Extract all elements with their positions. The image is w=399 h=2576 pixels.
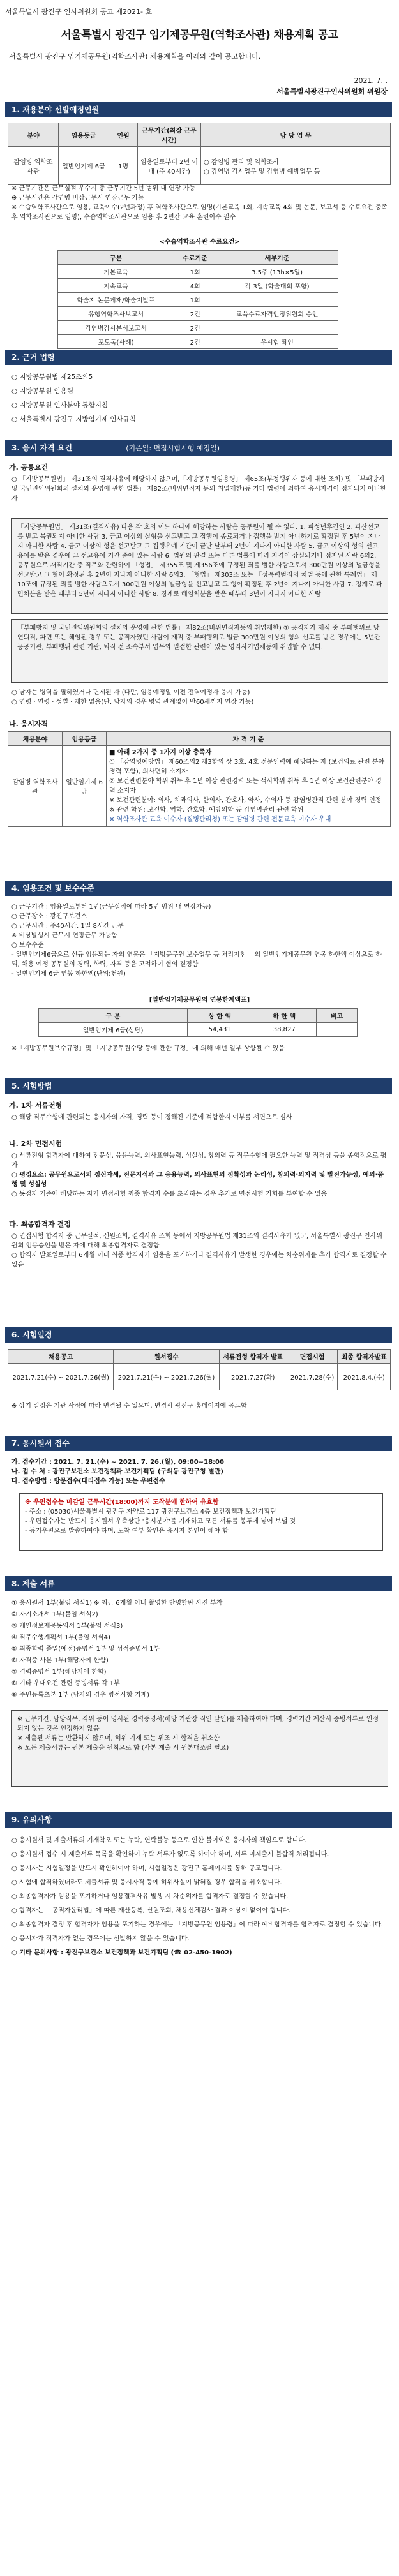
doc-item: ⑦ 경력증명서 1부(해당자에 한함): [11, 1669, 107, 1676]
application-item: 다. 접수방법 : 방문접수(대리접수 가능) 또는 우편접수: [11, 1478, 165, 1485]
condition-item: ○ 근무장소 : 광진구보건소: [11, 913, 87, 920]
cell-duties: [201, 147, 391, 185]
edu-cell: 2건: [174, 335, 216, 349]
law-item: ○ 서울특별시 광진구 지방임기제 인사규칙: [11, 415, 136, 423]
condition-item: ※ 비상발생시 근무시 연장근무 가능함: [11, 932, 117, 939]
edu-cell: 포도독(사례): [58, 335, 174, 349]
sub-b-title: 나. 응시자격: [9, 720, 49, 728]
criteria-item: ■ 아래 2가지 중 1가지 이상 충족자: [109, 749, 212, 756]
doc-item: ③ 개인정보제공동의서 1부(붙임 서식3): [11, 1623, 123, 1630]
schedule-th: 최종 합격자발표: [338, 1350, 391, 1364]
edu-cell: 지속교육: [58, 279, 174, 293]
method-item: ○ 면접시험 합격자 중 근무실적, 신원조회, 결격사유 조회 등에서 지방공무원법 제31조의 결격사유가 없고, 서울특별시 광진구 인사위원회 임용승인을 받은 자에 대해 최종합격자로 결정함: [11, 1233, 382, 1249]
pay-note: ※「지방공무원보수규정」및 「지방공무원수당 등에 관한 규정」에 의해 매년 일부 상향될 수 있음: [11, 1045, 285, 1052]
edu-cell: 우시험 확인: [216, 335, 338, 349]
final-decision: [11, 1232, 388, 1270]
cell-count: 1명: [109, 147, 138, 185]
criteria-item: ※ 관련 학위: 보건학, 역학, 간호학, 예방의학 등 감염병관리 관련 학위: [109, 807, 304, 814]
position-table: [8, 123, 391, 185]
doc-note: ※ 근무기간, 담당직무, 직위 등이 명시된 경력증명서(해당 기관장 직인 날인)를 제출하여야 하며, 경력기간 계산시 증빙서류로 인정되지 않는 것은 인정하지 않음: [17, 1716, 379, 1732]
application-item: 가. 접수기간 : 2021. 7. 21.(수) ~ 2021. 7. 26.(월), 09:00~18:00: [11, 1459, 224, 1466]
condition-item: ○ 근무기간 : 임용일로부터 1년(근무실적에 따라 5년 범위 내 연장가능): [11, 904, 211, 911]
page-title: 서울특별시 광진구 임기제공무원(역학조사관) 채용계획 공고: [61, 29, 338, 41]
doc-item: ① 응시원서 1부(붙임 서식1) ※ 최근 6개월 이내 촬영한 반명함판 사진 부착: [11, 1600, 223, 1607]
notice-number: 서울특별시 광진구 인사위원회 공고 제2021- 호: [5, 8, 153, 16]
notice-issuer: 서울특별시광진구인사위원회 위원장: [276, 87, 388, 96]
section-1-header: 1. 채용분야 선발예정인원: [5, 102, 392, 117]
req-item: ○ 남자는 병역을 필하였거나 면제된 자 (다만, 임용예정일 이전 전역예정자 응시 가능): [11, 689, 250, 696]
edu-caption: <수습역학조사관 수료요건>: [159, 239, 240, 246]
cell-criteria: [107, 746, 391, 827]
pay-th: 구 분: [39, 1009, 188, 1023]
qualification-table: [8, 731, 391, 827]
schedule-table: [8, 1349, 391, 1390]
schedule-th: 면접시험: [287, 1350, 338, 1364]
method-item: ○ 해당 직무수행에 관련되는 응시자의 자격, 경력 등이 정해진 기준에 적합한지 여부를 서면으로 심사: [11, 1114, 292, 1121]
precautions-list: [11, 1834, 388, 1960]
edu-th: 수료기준: [174, 251, 216, 265]
age-note: ○ 연령 · 연령 · 성별 · 제한 없음(단, 남자의 경우 병역 관계없이 만60세까지 연장 가능): [11, 699, 254, 706]
edu-cell: 2건: [174, 321, 216, 335]
method-item: ○ 평정요소: 공무원으로서의 정신자세, 전문지식과 그 응용능력, 의사표현의 정확성과 논리성, 창의력·의지력 및 발전가능성, 예의·품행 및 성실성: [11, 1172, 384, 1188]
section-3-subtitle: (기준일: 면접시험시행 예정일): [126, 444, 220, 452]
th-grade: 임용등급: [59, 123, 109, 147]
section-4-header: 4. 임용조건 및 보수수준: [5, 881, 392, 896]
edu-cell: 3.5주 (13h×5일): [216, 265, 338, 279]
precaution-item: ○ 합격자는 「공직자윤리법」에 따른 재산등록, 신원조회, 채용신체검사 결과 이상이 없어야 합니다.: [11, 1907, 291, 1914]
precaution-item: ○ 최종합격자 결정 후 합격자가 임용을 포기하는 경우에는 「지방공무원 임용령」에 따라 예비합격자를 합격자로 결정할 수 있습니다.: [11, 1921, 383, 1928]
common-requirements: [11, 475, 388, 503]
section-2-header: 2. 근거 법령: [5, 350, 392, 365]
intro-text: 서울특별시 광진구 임기제공무원(역학조사관) 채용계획을 아래와 같이 공고합니다.: [9, 52, 261, 61]
cell-grade: 일반임기제 6급: [63, 746, 107, 827]
schedule-cell: 2021.7.21(수) ~ 2021.7.26(월): [114, 1364, 219, 1390]
edu-cell: 1회: [174, 265, 216, 279]
interview-details: [11, 1151, 388, 1199]
mail-notice-item: - 등기우편으로 발송하여야 하며, 도착 여부 확인은 응시자 본인이 해야 함: [25, 1528, 229, 1535]
precaution-item: ○ 응시원서 접수 시 제출서류 목록을 확인하여 누락 서류가 없도록 하여야 하며, 서류 미제출시 불합격 처리됩니다.: [11, 1851, 329, 1858]
law-box-31: 「지방공무원법」 제31조(결격사유) 다음 각 호의 어느 하나에 해당하는 사람은 공무원이 될 수 없다. 1. 피성년후견인 2. 파산선고를 받고 복권되지 아니한 사람 3. 금고 이상의 실형을 선고받고 그 집행이 종료되거나 집행을 받지 아니하기로 확정된 후 5년이 지나지 아니한 사람 4. 금고 이상의 형을 선고받고 그 집행유예 기간이 끝난 날부터 2년이 지나지 아니한 사람 5. 금고 이상의 형의 선고유예를 받은 경우에 그 선고유예 기간 중에 있는 사람 6. 법원의 판결 또는 다른 법률에 따라 자격이 상실되거나 정지된 사람 6의2. 공무원으로 재직기간 중 직무와 관련하여 「형법」 제355조 및 제356조에 규정된 죄를 범한 사람으로서 300만원 이상의 벌금형을 선고받고 그 형이 확정된 후 2년이 지나지 아니한 사람 6의3. 「형법」 제303조 또는 「성폭력범죄의 처벌 등에 관한 특례법」 제10조에 규정된 죄를 범한 사람으로서 300만원 이상의 벌금형을 선고받고 그 형이 확정된 후 2년이 지나지 아니한 사람 7. 징계로 파면처분을 받은 때부터 5년이 지나지 아니한 사람 8. 징계로 해임처분을 받은 때부터 3년이 지나지 아니한 사람: [11, 518, 388, 614]
mail-notice-item: - 주소 : (05030)서울특별시 광진구 자양로 117 광진구보건소 4층 보건정책과 보건기획팀: [25, 1508, 276, 1515]
criteria-item: ※ 역학조사관 교육 이수자 (질병관리청) 또는 감염병 관련 전문교육 이수자 우대: [109, 816, 331, 823]
edu-cell: 1회: [174, 293, 216, 307]
criteria-item: ① 「감염병예방법」 제60조의2 제3항의 상 3호, 4호 전문인력에 해당하는 자 (보건의료 관련 분야 경력 포함), 의사면허 소지자: [109, 759, 385, 775]
condition-item: - 일반임기제6급으로 신규 임용되는 자의 연봉은 「지방공무원 보수업무 등 처리지침」 의 일반임기제공무원 연봉 하한액 이상으로 하되, 채용 예정 공무원의 경력, 학력, 자격 등을 고려하여 협의 결정함: [11, 951, 382, 968]
mail-notice-item: - 우편접수자는 반드시 응시원서 우측상단 '응시분야'를 기재하고 모든 서류를 봉투에 넣어 보낼 것: [25, 1518, 296, 1525]
th-field: 채용분야: [8, 732, 63, 746]
pay-th: 비고: [317, 1009, 358, 1023]
cell-period: 임용일로부터 2년 이내 (주 40시간): [138, 147, 201, 185]
section-9-header: 9. 유의사항: [5, 1812, 392, 1828]
doc-item: ⑥ 자격증 사본 1부(해당자에 한함): [11, 1657, 109, 1664]
edu-cell: 4회: [174, 279, 216, 293]
duty-item: ○ 감염병 감시업무 및 감염병 예방업무 등: [204, 168, 320, 175]
edu-cell: 유행역학조사보고서: [58, 307, 174, 321]
documents-notes-box: [11, 1710, 388, 1787]
pay-caption: [일반임기제공무원의 연봉한계액표]: [149, 997, 250, 1004]
final-decision-title: 다. 최종합격자 결정: [9, 1220, 71, 1228]
edu-cell: 2건: [174, 307, 216, 321]
law-box-82: 「부패방지 및 국민권익위원회의 설치와 운영에 관한 법률」 제82조(비위면직자등의 취업제한) ① 공직자가 재직 중 부패행위로 당연퇴직, 파면 또는 해임된 경우 또는 공직자였던 사람이 재직 중 부패행위로 벌금 300만원 이상의 형의 선고를 받은 경우에는 5년간 공공기관, 부패행위 관련 기관, 퇴직 전 소속부서 업무와 밀접한 관련이 있는 영리사기업체등에 취업할 수 없다.: [11, 619, 388, 683]
precaution-item: ○ 최종합격자가 임용을 포기하거나 임용결격사유 발생 시 차순위자를 합격자로 결정할 수 있습니다.: [11, 1893, 289, 1900]
pay-cell: 54,431: [188, 1023, 252, 1037]
doc-item: ⑨ 주민등록초본 1부 (남자의 경우 병적사항 기재): [11, 1692, 150, 1699]
condition-item: ○ 보수수준: [11, 942, 44, 949]
schedule-cell: 2021.7.28(수): [287, 1364, 338, 1390]
note-item: ※ 수습역학조사관으로 임용, 교육이수(2년과정) 후 역학조사관으로 임명(기본교육 1회, 지속교육 4회 및 논문, 보고서 등 수료요건 충족 후 역학조사관으로 임명), 수습역학조사관으로 임용 후 2년간 교육 훈련이수 필수: [11, 204, 388, 221]
th-grade: 임용등급: [63, 732, 107, 746]
edu-cell: 각 3일 (학술대회 포함): [216, 279, 338, 293]
precaution-item: ○ 응시자가 적격자가 없는 경우에는 선발하지 않을 수 있습니다.: [11, 1935, 190, 1942]
application-item: 나. 접 수 처 : 광진구보건소 보건정책과 보건기획팀 (구의동 광진구청 별관): [11, 1468, 223, 1475]
notice-date: 2021. 7. .: [354, 77, 388, 85]
precaution-item: ○ 기타 문의사항 : 광진구보건소 보건정책과 보건기획팀 (☎ 02-450-1902): [11, 1949, 232, 1956]
doc-note: ※ 제출된 서류는 반환하지 않으며, 허위 기재 또는 위조 시 합격을 취소함: [17, 1735, 220, 1742]
law-list: [11, 370, 388, 426]
edu-cell: 학술지 논문게재/학술지발표: [58, 293, 174, 307]
th-field: 분야: [8, 123, 59, 147]
law-item: ○ 지방공무원 임용령: [11, 387, 73, 395]
th-duties: 담 당 업 무: [201, 123, 391, 147]
edu-cell: [216, 321, 338, 335]
criteria-item: ② 보건관련분야 학위 취득 후 1년 이상 관련경력 또는 석사학위 취득 후 1년 이상 보건관련분야 경력 소지자: [109, 778, 382, 794]
document-screening: [11, 1113, 388, 1122]
documents-list: [11, 1598, 388, 1701]
criteria-item: ※ 보건관련분야: 의사, 치과의사, 한의사, 간호사, 약사, 수의사 등 감염병관리 관련 분야 경력 인정: [109, 797, 382, 804]
doc-item: ⑧ 기타 우대요건 관련 증빙서류 각 1부: [11, 1680, 120, 1687]
schedule-cell: 2021.8.4.(수): [338, 1364, 391, 1390]
sub-a-title: 가. 공통요건: [9, 463, 49, 472]
method-item: ○ 동점자 기준에 해당하는 자가 면접시험 최종 합격자 수를 초과하는 경우 추가로 면접시험 기회를 부여할 수 있음: [11, 1191, 327, 1198]
pay-th: 하 한 액: [252, 1009, 317, 1023]
th-period: 근무기간(최장 근무시간): [138, 123, 201, 147]
cell-field: 감염병 역학조사관: [8, 147, 59, 185]
note-item: ※ 근무시간은 감염병 비상근무시 연장근무 가능: [11, 195, 144, 202]
condition-item: ○ 근무시간 : 주40시간, 1일 8시간 근무: [11, 923, 124, 930]
mail-notice-item: ※ 우편접수는 마감일 근무시간(18:00)까지 도착분에 한하여 유효함: [25, 1499, 219, 1506]
section-3-header: [5, 440, 392, 456]
schedule-cell: 2021.7.21(수) ~ 2021.7.26(월): [8, 1364, 114, 1390]
edu-th: 세부기준: [216, 251, 338, 265]
edu-cell: 기본교육: [58, 265, 174, 279]
schedule-th: 원서접수: [114, 1350, 219, 1364]
section-1-notes: [11, 184, 388, 222]
doc-note: ※ 모든 제출서류는 원본 제출을 원칙으로 함 (사본 제출 시 원본대조필 필요): [17, 1745, 229, 1752]
note-item: ※ 근무기간은 근무실적 우수시 총 근무기간 5년 범위 내 연장 가능: [11, 185, 196, 192]
section-8-header: 8. 제출 서류: [5, 1576, 392, 1591]
document-screening-title: 가. 1차 서류전형: [9, 1101, 63, 1110]
req-item: ○ 「지방공무원법」 제31조의 결격사유에 해당하지 않으며,「지방공무원임용령」 제65조(부정행위자 등에 대한 조치) 및 「부패방지 및 국민권익위원회의 설치와 운영에 관한 법률」 제82조(비위면직자 등의 취업제한)등 기타 법령에 의하여 응시자격이 정지되지 아니한 자: [11, 476, 387, 502]
edu-cell: 교육수료자격인정위원회 승인: [216, 307, 338, 321]
method-item: ○ 합격자 발표일로부터 6개월 이내 최종 합격자가 임용을 포기하거나 결격사유가 발생한 경우에는 차순위자를 추가 합격자로 결정할 수 있음: [11, 1252, 387, 1269]
pay-table: [38, 1008, 358, 1037]
edu-cell: 감염병감시분석보고서: [58, 321, 174, 335]
precaution-item: ○ 시험에 합격하였더라도 제출서류 및 응시자격 등에 허위사실이 밝혀질 경우 합격을 취소합니다.: [11, 1879, 282, 1886]
law-item: ○ 지방공무원법 제25조의5: [11, 373, 93, 381]
pay-cell: [317, 1023, 358, 1037]
employment-conditions: [11, 902, 388, 979]
cell-grade: 일반임기제 6급: [59, 147, 109, 185]
application-info: [11, 1457, 388, 1486]
pay-th: 상 한 액: [188, 1009, 252, 1023]
doc-item: ⑤ 최종학력 졸업(예정)증명서 1부 및 성적증명서 1부: [11, 1646, 160, 1653]
cell-field: 감염병 역학조사관: [8, 746, 63, 827]
section-5-header: 5. 시험방법: [5, 1078, 392, 1094]
edu-cell: [216, 293, 338, 307]
duty-item: ○ 감염병 관리 및 역학조사: [204, 158, 280, 166]
pay-cell: 일반임기제 6급(상당): [39, 1023, 188, 1037]
precaution-item: ○ 응시원서 및 제출서류의 기재착오 또는 누락, 연락불능 등으로 인한 불이익은 응시자의 책임으로 합니다.: [11, 1837, 307, 1844]
pay-cell: 38,827: [252, 1023, 317, 1037]
notice-date-block: [276, 75, 388, 97]
schedule-th: 채용공고: [8, 1350, 114, 1364]
schedule-cell: 2021.7.27(화): [219, 1364, 287, 1390]
extra-requirements: [11, 688, 388, 707]
interview-title: 나. 2차 면접시험: [9, 1140, 63, 1148]
edu-table: [57, 250, 338, 349]
edu-th: 구분: [58, 251, 174, 265]
doc-item: ② 자기소개서 1부(붙임 서식2): [11, 1611, 98, 1618]
th-criteria: 자 격 기 준: [107, 732, 391, 746]
section-7-header: 7. 응시원서 접수: [5, 1436, 392, 1451]
condition-item: - 일반임기제 6급 연봉 하한액(단위:천원): [11, 971, 126, 978]
law-item: ○ 지방공무원 인사분야 통합지침: [11, 401, 109, 409]
schedule-note: ※ 상기 일정은 기관 사정에 따라 변경될 수 있으며, 변경시 광진구 홈페이지에 공고함: [11, 1403, 247, 1410]
schedule-th: 서류전형 합격자 발표: [219, 1350, 287, 1364]
mail-notice-box: [19, 1493, 383, 1551]
method-item: ○ 서류전형 합격자에 대하여 전문성, 응용능력, 의사표현능력, 성실성, 창의력 등 직무수행에 필요한 능력 및 적격성 등을 종합적으로 평가: [11, 1152, 387, 1169]
th-count: 인원: [109, 123, 138, 147]
doc-item: ④ 직무수행계획서 1부(붙임 서식4): [11, 1634, 110, 1641]
section-6-header: 6. 시험일정: [5, 1327, 392, 1343]
precaution-item: ○ 응시자는 시험일정을 반드시 확인하여야 하며, 시험일정은 광진구 홈페이지를 통해 공고됩니다.: [11, 1865, 282, 1872]
section-3-title: 3. 응시 자격 요건: [11, 443, 72, 452]
